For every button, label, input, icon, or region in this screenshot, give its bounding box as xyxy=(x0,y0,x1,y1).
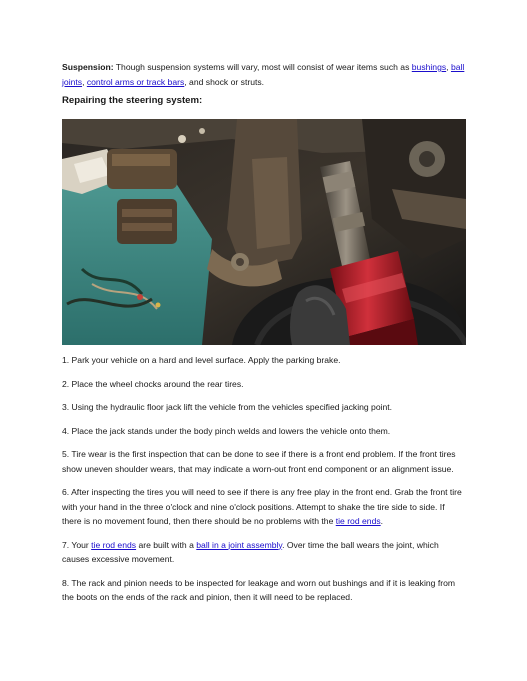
suspension-paragraph xyxy=(62,60,466,89)
ball-joints-link[interactable]: ball joints xyxy=(62,62,465,87)
step-5: 5. Tire wear is the first inspection that can be done to see if there is a front end problem. If the front tires show uneven shoulder wears, that may indicate a worn-out front end component or an alignment issue. xyxy=(62,449,456,474)
step-6-text: 6. After inspecting the tires you will need to see if there is any free play in the front end. Grab the front tire with your hand in the three o'clock and nine o'clock positions. Attempt to shake the tire side to side. If there is no movement found, then there should be no problems with the xyxy=(62,487,462,526)
section-heading: Repairing the steering system: xyxy=(62,95,203,106)
steering-repair-photo xyxy=(62,119,466,345)
document-content xyxy=(62,60,466,614)
steps-list xyxy=(62,353,466,605)
control-arms-link[interactable]: control arms or track bars xyxy=(86,76,185,87)
suspension-label: Suspension: xyxy=(62,62,114,72)
tie-rod-ends-link[interactable]: tie rod ends xyxy=(335,516,381,526)
step-2: 2. Place the wheel chocks around the rear tires. xyxy=(62,378,244,389)
step-3: 3. Using the hydraulic floor jack lift the vehicle from the vehicles specified jacking point. xyxy=(62,402,393,412)
intro-text-1: Though suspension systems will vary, most will consist of wear items such as xyxy=(113,62,412,72)
step-4: 4. Place the jack stands under the body pinch welds and lowers the vehicle onto them. xyxy=(62,425,391,436)
ball-in-joint-link[interactable]: ball in a joint assembly xyxy=(196,539,283,550)
step-6 xyxy=(62,485,466,529)
intro-text-2: , xyxy=(446,62,451,72)
step-8: 8. The rack and pinion needs to be inspected for leakage and worn out bushings and if it is leaking from the boots on the ends of the rack and pinion, then it will need to be replaced. xyxy=(62,577,456,602)
step-6-end: . xyxy=(380,516,384,526)
step-7-text-3: . Over time the ball wears the joint, which causes excessive movement. xyxy=(62,539,439,564)
photo-illustration xyxy=(62,119,466,345)
intro-text-3: , xyxy=(82,76,87,87)
step-1: 1. Park your vehicle on a hard and level surface. Apply the parking brake. xyxy=(62,355,341,365)
intro-text-4: , and shock or struts. xyxy=(184,76,265,87)
bushings-link[interactable]: bushings xyxy=(411,62,447,72)
step-7 xyxy=(62,538,466,567)
step-7-text-1: 7. Your xyxy=(62,539,92,550)
tie-rod-ends-link-2[interactable]: tie rod ends xyxy=(91,539,137,550)
step-7-text-2: are built with a xyxy=(136,539,197,550)
